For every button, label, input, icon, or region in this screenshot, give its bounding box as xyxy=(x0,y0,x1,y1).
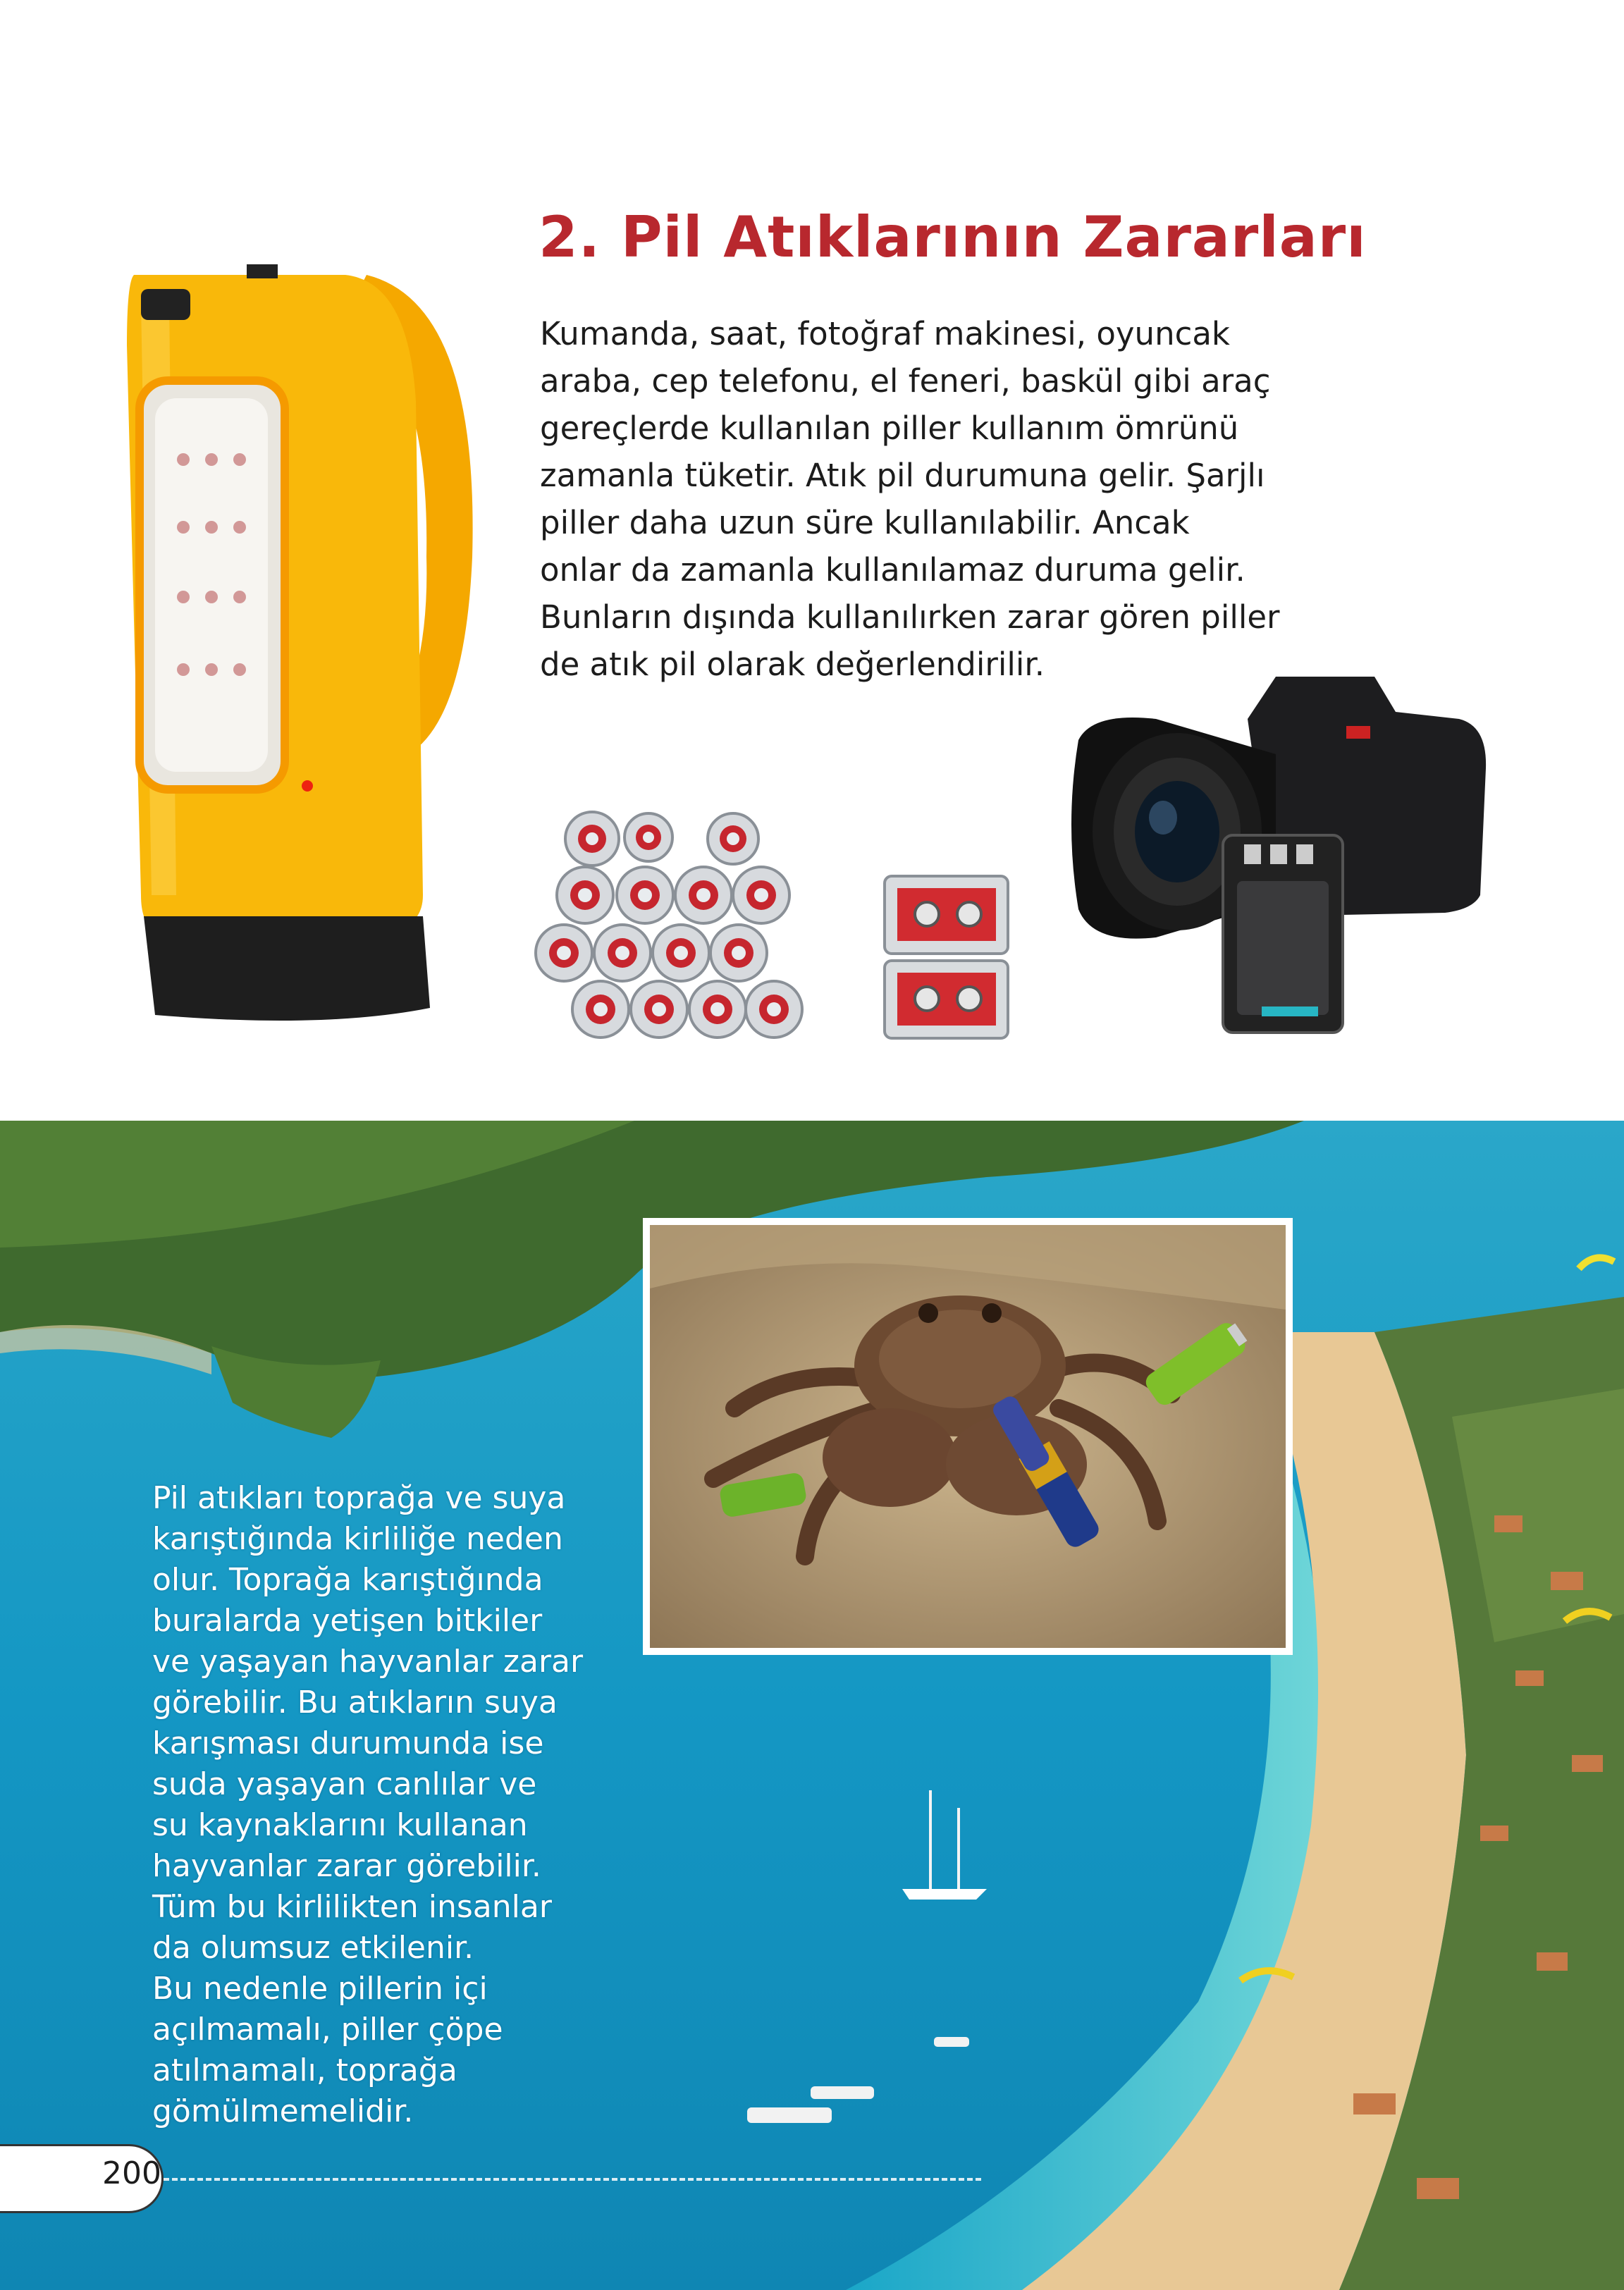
flashlight-image xyxy=(113,261,486,1029)
nine-volt-batteries-image xyxy=(878,870,1019,1043)
aa-batteries-image xyxy=(522,789,811,1043)
camera-battery-image xyxy=(1223,835,1343,1033)
footer-dashed-line xyxy=(164,2178,981,2181)
pollution-paragraph: Pil atıkları toprağa ve suya karıştığında kirliliğe neden olur. Toprağa karıştığında buralarda yetişen bitkiler ve yaşayan hayvanlar zarar görebilir. Bu atıkların suya karışması durumunda ise suda yaşayan canlılar ve su kaynaklarını kullanan hayvanlar zarar görebilir. Tüm bu kirlilikten insanlar da olumsuz etkilenir. Bu nedenle pillerin içi açılmamalı, piller çöpe atılmamalı, toprağa gömülmemelidir. xyxy=(152,1480,584,2129)
dslr-camera-image xyxy=(1064,670,1487,1036)
page-title: 2. Pil Atıklarının Zararları xyxy=(539,204,1367,270)
crab-with-batteries-image xyxy=(643,1218,1293,1655)
intro-paragraph: Kumanda, saat, fotoğraf makinesi, oyuncak araba, cep telefonu, el feneri, baskül gibi araç gereçlerde kullanılan piller kullanım ömrünü zamanla tüketir. Atık pil durumuna gelir. Şarjlı piller daha uzun süre kullanılabilir. Ancak onlar da zamanla kullanılamaz duruma gelir. Bunların dışında kullanılırken zarar gören piller de atık pil olarak değerlendirilir. xyxy=(540,315,1280,683)
page-number: 200 xyxy=(102,2155,161,2191)
